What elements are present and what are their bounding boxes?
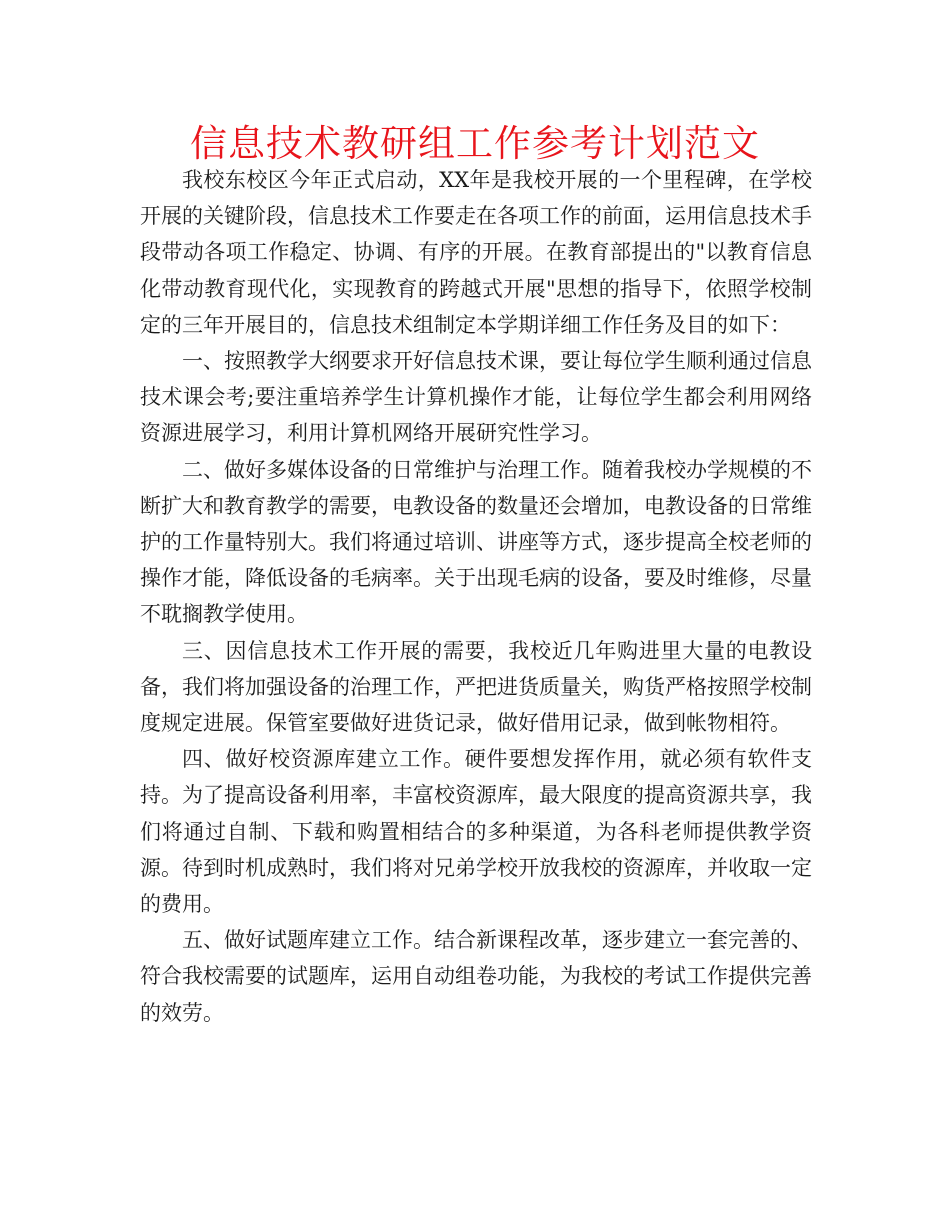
paragraph-item-3: 三、因信息技术工作开展的需要，我校近几年购进里大量的电教设备，我们将加强设备的治理工作，严把进货质量关，购货严格按照学校制度规定进展。保管室要做好进货记录，做好借用记录，做到帐物相符。 [140, 638, 812, 736]
document-body [140, 162, 812, 1031]
intro-paragraph: 我校东校区今年正式启动，XX年是我校开展的一个里程碑，在学校开展的关键阶段，信息技术工作要走在各项工作的前面，运用信息技术手段带动各项工作稳定、协调、有序的开展。在教育部提出的"以教育信息化带动教育现代化，实现教育的跨越式开展"思想的指导下，依照学校制定的三年开展目的，信息技术组制定本学期详细工作任务及目的如下： [140, 168, 812, 337]
paragraph-item-1: 一、按照教学大纲要求开好信息技术课，要让每位学生顺利通过信息技术课会考;要注重培养学生计算机操作才能，让每位学生都会利用网络资源进展学习，利用计算机网络开展研究性学习。 [140, 349, 812, 446]
document-title: 信息技术教研组工作参考计划范文 [190, 122, 760, 165]
paragraph-item-5: 五、做好试题库建立工作。结合新课程改革，逐步建立一套完善的、符合我校需要的试题库，运用自动组卷功能，为我校的考试工作提供完善的效劳。 [140, 928, 812, 1025]
paragraph-item-4: 四、做好校资源库建立工作。硬件要想发挥作用，就必须有软件支持。为了提高设备利用率，丰富校资源库，最大限度的提高资源共享，我们将通过自制、下载和购置相结合的多种渠道，为各科老师提供教学资源。待到时机成熟时，我们将对兄弟学校开放我校的资源库，并收取一定的费用。 [140, 747, 812, 917]
paragraph-item-2: 二、做好多媒体设备的日常维护与治理工作。随着我校办学规模的不断扩大和教育教学的需要，电教设备的数量还会增加，电教设备的日常维护的工作量特别大。我们将通过培训、讲座等方式，逐步提高全校老师的操作才能，降低设备的毛病率。关于出现毛病的设备，要及时维修，尽量不耽搁教学使用。 [140, 457, 812, 627]
